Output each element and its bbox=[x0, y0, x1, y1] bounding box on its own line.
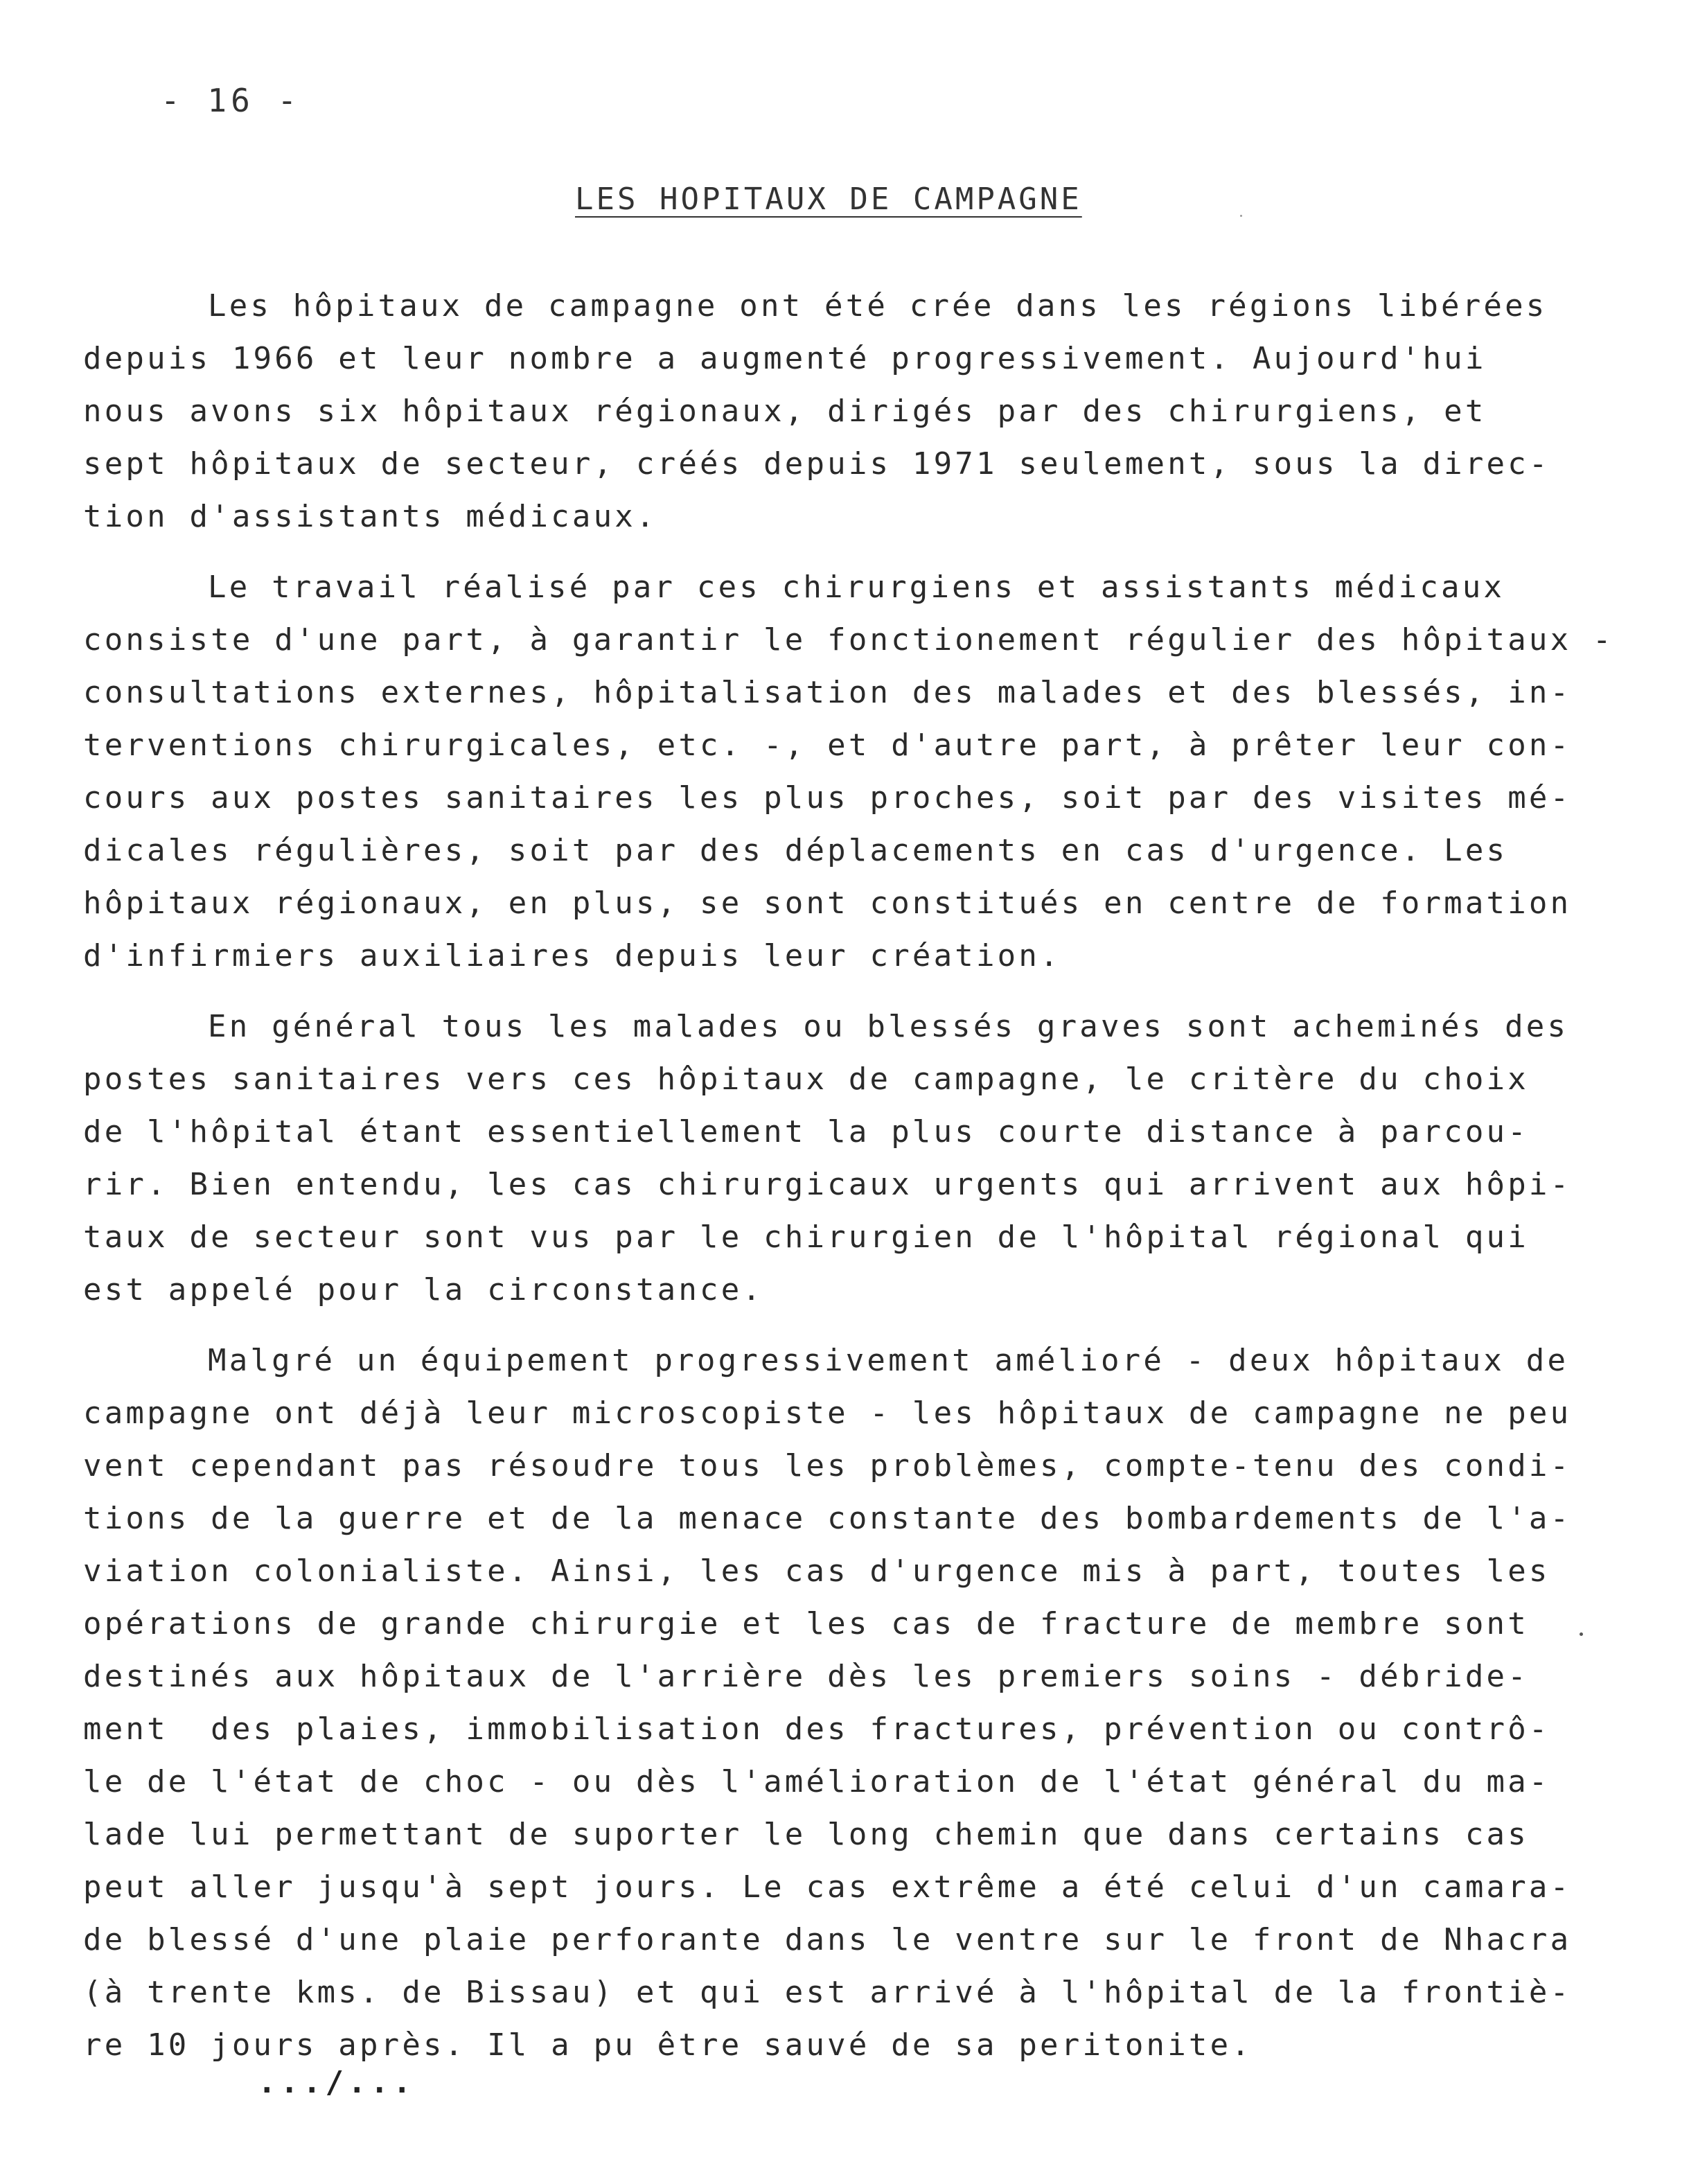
continuation-mark: .../... bbox=[258, 2065, 416, 2100]
text-line: tions de la guerre et de la menace constante des bombardements de l'a- bbox=[83, 1501, 1572, 1536]
text-line: (à trente kms. de Bissau) et qui est arrivé à l'hôpital de la frontiè- bbox=[83, 1975, 1572, 2010]
text-line: le de l'état de choc - ou dès l'amélioration de l'état général du ma- bbox=[83, 1764, 1550, 1799]
paragraph-4 bbox=[83, 1335, 1572, 2072]
text-line: consultations externes, hôpitalisation des malades et des blessés, in- bbox=[83, 675, 1572, 710]
text-line: taux de secteur sont vus par le chirurgien de l'hôpital régional qui bbox=[83, 1219, 1529, 1255]
page-title: LES HOPITAUX DE CAMPAGNE bbox=[575, 182, 1082, 217]
paragraph-gap bbox=[83, 983, 1552, 1001]
text-line: Le travail réalisé par ces chirurgiens et assistants médicaux bbox=[208, 570, 1505, 605]
text-line: cours aux postes sanitaires les plus proches, soit par des visites mé- bbox=[83, 780, 1572, 816]
paragraph-1 bbox=[83, 280, 1552, 543]
text-line: postes sanitaires vers ces hôpitaux de campagne, le critère du choix bbox=[83, 1062, 1529, 1097]
text-line: est appelé pour la circonstance. bbox=[83, 1272, 764, 1307]
text-line: nous avons six hôpitaux régionaux, dirigés par des chirurgiens, et bbox=[83, 394, 1487, 429]
scan-speck bbox=[1580, 1632, 1583, 1636]
text-line: tion d'assistants médicaux. bbox=[83, 499, 657, 534]
text-line: de l'hôpital étant essentiellement la plus courte distance à parcou- bbox=[83, 1114, 1529, 1150]
text-line: consiste d'une part, à garantir le fonctionement régulier des hôpitaux - bbox=[83, 622, 1614, 658]
text-line: viation colonialiste. Ainsi, les cas d'urgence mis à part, toutes les bbox=[83, 1553, 1550, 1589]
text-line: opérations de grande chirurgie et les cas de fracture de membre sont bbox=[83, 1606, 1529, 1641]
page-number: - 16 - bbox=[161, 82, 301, 119]
text-line: d'infirmiers auxiliaires depuis leur création. bbox=[83, 938, 1061, 974]
text-line: rir. Bien entendu, les cas chirurgicaux urgents qui arrivent aux hôpi- bbox=[83, 1167, 1572, 1202]
text-line: sept hôpitaux de secteur, créés depuis 1971 seulement, sous la direc- bbox=[83, 446, 1550, 482]
body-text bbox=[83, 280, 1614, 2072]
text-line: Malgré un équipement progressivement amélioré - deux hôpitaux de bbox=[208, 1343, 1569, 1378]
text-line: dicales régulières, soit par des déplacements en cas d'urgence. Les bbox=[83, 833, 1508, 868]
text-line: depuis 1966 et leur nombre a augmenté progressivement. Aujourd'hui bbox=[83, 341, 1487, 376]
text-line: terventions chirurgicales, etc. -, et d'autre part, à prêter leur con- bbox=[83, 728, 1572, 763]
text-line: vent cependant pas résoudre tous les problèmes, compte-tenu des condi- bbox=[83, 1448, 1572, 1483]
paragraph-gap bbox=[83, 1316, 1552, 1335]
paragraph-3 bbox=[83, 1001, 1572, 1316]
text-line: Les hôpitaux de campagne ont été crée dans les régions libérées bbox=[208, 288, 1548, 324]
paragraph-gap bbox=[83, 543, 1552, 561]
text-line: ment des plaies, immobilisation des fractures, prévention ou contrô- bbox=[83, 1711, 1550, 1747]
text-line: re 10 jours après. Il a pu être sauvé de sa peritonite. bbox=[83, 2027, 1253, 2063]
text-line: campagne ont déjà leur microscopiste - les hôpitaux de campagne ne peu bbox=[83, 1395, 1572, 1431]
scan-speck bbox=[1240, 215, 1242, 217]
text-line: hôpitaux régionaux, en plus, se sont constitués en centre de formation bbox=[83, 886, 1572, 921]
text-line: En général tous les malades ou blessés graves sont acheminés des bbox=[208, 1009, 1569, 1044]
text-line: peut aller jusqu'à sept jours. Le cas extrême a été celui d'un camara- bbox=[83, 1869, 1572, 1905]
text-line: destinés aux hôpitaux de l'arrière dès les premiers soins - débride- bbox=[83, 1659, 1529, 1694]
text-line: de blessé d'une plaie perforante dans le ventre sur le front de Nhacra bbox=[83, 1922, 1572, 1957]
text-line: lade lui permettant de suporter le long chemin que dans certains cas bbox=[83, 1817, 1529, 1852]
paragraph-2 bbox=[83, 561, 1614, 983]
